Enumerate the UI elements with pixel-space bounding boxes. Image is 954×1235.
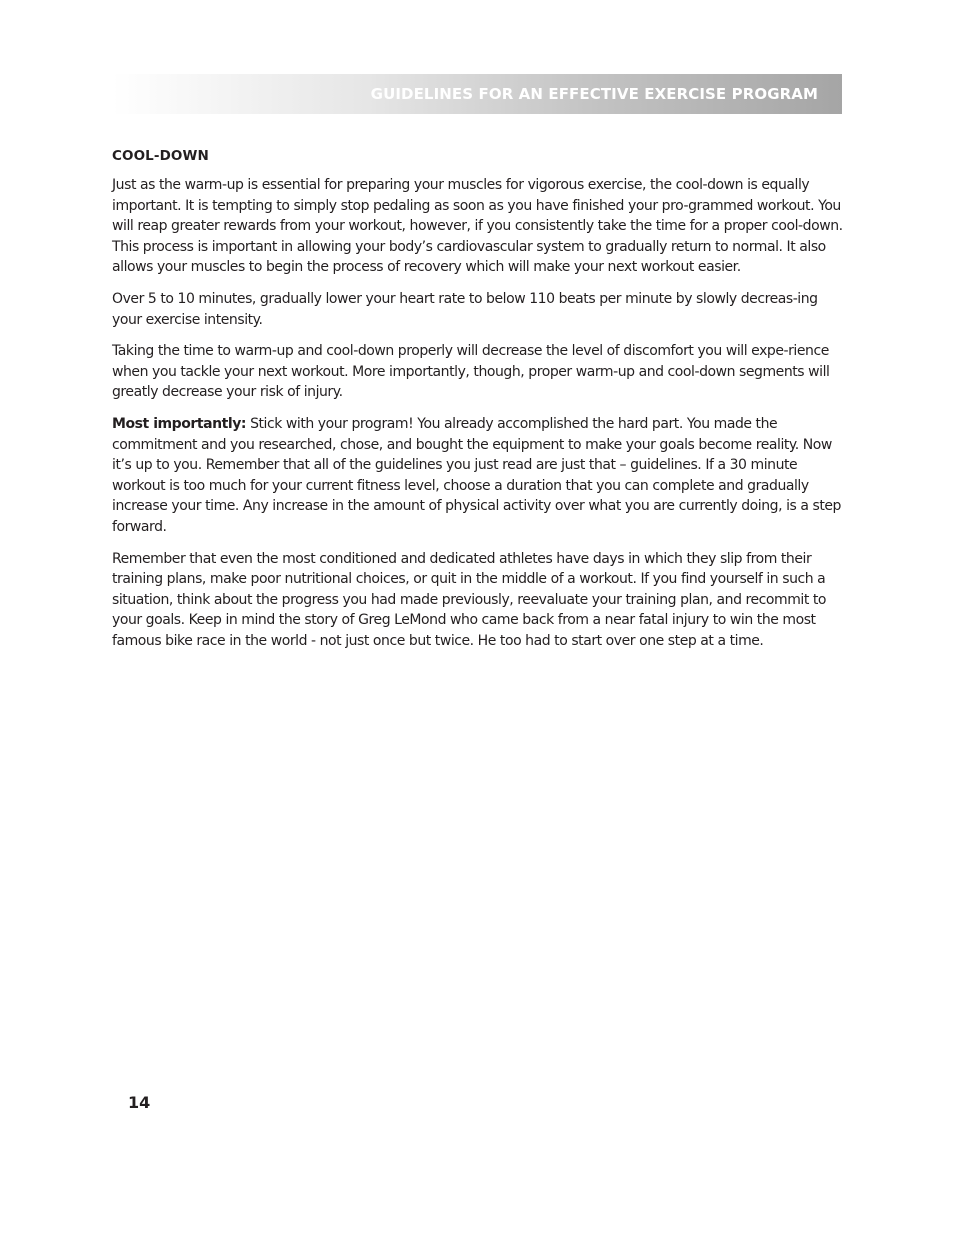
header-title: GUIDELINES FOR AN EFFECTIVE EXERCISE PROGRAM	[370, 85, 818, 103]
section-heading: COOL-DOWN	[112, 148, 209, 164]
main-content	[112, 146, 844, 662]
paragraph-cool-down-intro: Just as the warm-up is essential for preparing your muscles for vigorous exercise, the cool-down is equally important. It is tempting to simply stop pedaling as soon as you have finished your pro-grammed workout. You will reap greater rewards from your workout, however, if you consistently take the time for a proper cool-down. This process is important in allowing your body’s cardiovascular system to gradually return to normal. It also allows your muscles to begin the process of recovery which will make your next workout easier.	[112, 177, 843, 276]
page-number: 14	[128, 1093, 151, 1112]
paragraph-heart-rate: Over 5 to 10 minutes, gradually lower your heart rate to below 110 beats per minute by slowly decreas-ing your exercise intensity.	[112, 290, 818, 328]
emphasis-text: Stick with your program! You already accomplished the hard part. You made the commitment and you researched, chose, and bought the equipment to make your goals become reality. Now it’s up to you. Remember that all of the guidelines you just read are just that – guidelines. If a 30 minute workout is too much for your current fitness level, choose a duration that you can complete and gradually increase your time. Any increase in the amount of physical activity over what you are currently doing, is a step forward.	[112, 415, 841, 535]
paragraph-closing: Remember that even the most conditioned and dedicated athletes have days in which they slip from their training plans, make poor nutritional choices, or quit in the middle of a workout. If you find yourself in such a situation, think about the progress you had made previously, reevaluate your training plan, and recommit to your goals. Keep in mind the story of Greg LeMond who came back from a near fatal injury to win the most famous bike race in the world - not just once but twice. He too had to start over one step at a time.	[112, 550, 827, 649]
emphasis-lead: Most importantly:	[112, 415, 247, 432]
paragraph-most-importantly	[112, 414, 844, 538]
paragraph-warm-up-cool-down: Taking the time to warm-up and cool-down properly will decrease the level of discomfort you will expe-rience when you tackle your next workout. More importantly, though, proper warm-up and cool-down segments will greatly decrease your risk of injury.	[112, 343, 830, 401]
header-bar	[112, 74, 842, 114]
